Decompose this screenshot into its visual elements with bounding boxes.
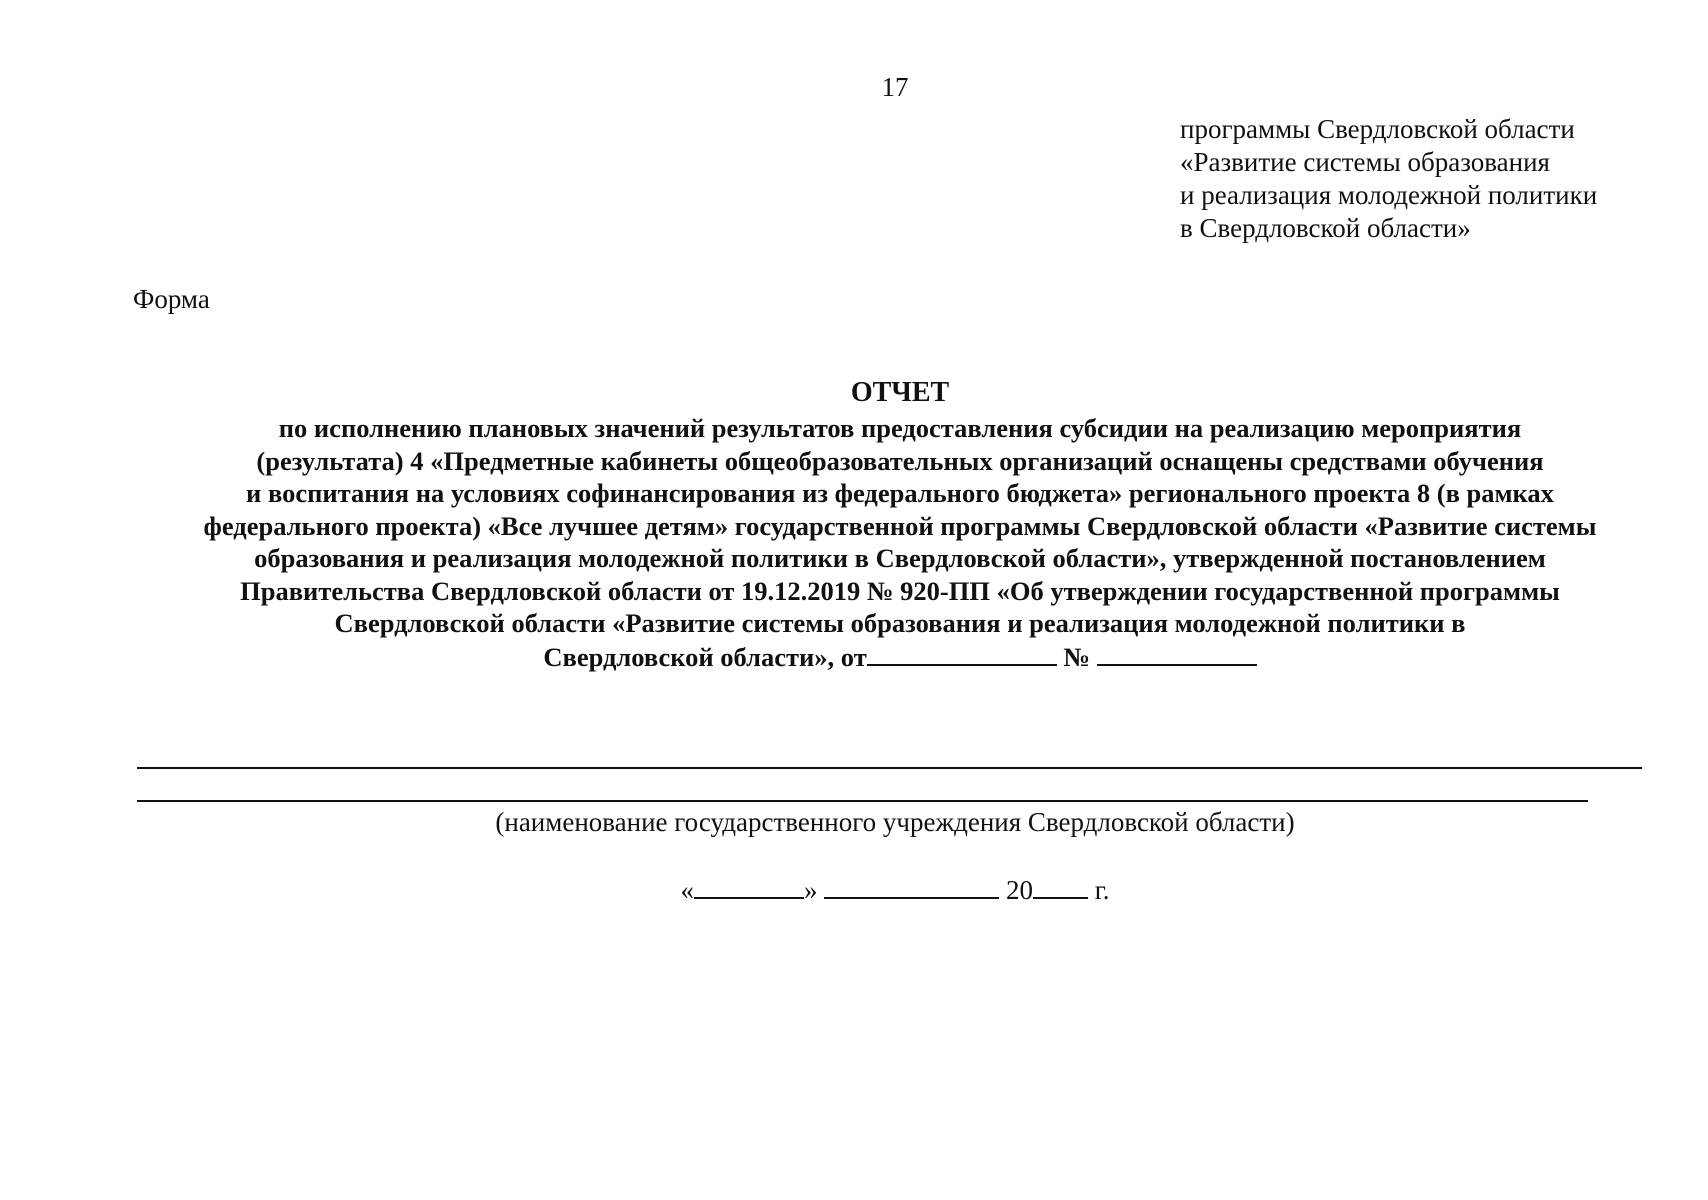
institution-caption: (наименование государственного учреждения Свердловской области) — [495, 807, 1295, 837]
institution-name-line-2 — [137, 800, 1588, 802]
title-line: Свердловской области «Развитие системы образования и реализация молодежной политики в — [334, 608, 1466, 638]
month-blank — [824, 873, 999, 899]
year-prefix: 20 — [1005, 875, 1033, 905]
report-title-block — [110, 376, 1690, 673]
day-blank — [694, 873, 804, 899]
header-reference-block — [1180, 113, 1680, 245]
year-blank — [1033, 873, 1088, 899]
title-line: федерального проекта) «Все лучшее детям» государственной программы Свердловской области «Развитие системы — [203, 510, 1597, 541]
header-line: программы Свердловской области — [1180, 114, 1575, 144]
report-date-line — [0, 873, 1708, 907]
title-line: Правительства Свердловской области от 19.12.2019 № 920-ПП «Об утверждении государственной программы — [240, 575, 1560, 606]
date-open-quote: « — [680, 875, 694, 905]
institution-name-line-1 — [137, 767, 1642, 769]
header-line: «Развитие системы образования — [1180, 147, 1550, 177]
title-last-line-text: Свердловской области», от — [543, 641, 867, 672]
number-sign: № — [1063, 641, 1090, 672]
page-number: 17 — [881, 72, 909, 102]
title-line: (результата) 4 «Предметные кабинеты общеобразовательных организаций оснащены средствами обучения — [256, 445, 1544, 476]
header-line: и реализация молодежной политики — [1180, 180, 1598, 210]
form-label: Форма — [133, 284, 210, 314]
title-last-line — [110, 640, 1690, 674]
date-close-quote: » — [803, 875, 818, 905]
title-line: образования и реализация молодежной политики в Свердловской области», утвержденной постановлением — [254, 543, 1546, 573]
resolution-number-blank — [1097, 640, 1257, 666]
title-line: по исполнению плановых значений результатов предоставления субсидии на реализацию мероприятия — [278, 413, 1522, 443]
report-title: ОТЧЕТ — [850, 377, 950, 408]
title-line: и воспитания на условиях софинансирования из федерального бюджета» регионального проекта 8 (в рамках — [246, 478, 1554, 508]
header-line: в Свердловской области» — [1180, 213, 1471, 243]
resolution-date-blank — [867, 640, 1057, 666]
year-suffix: г. — [1094, 875, 1110, 905]
